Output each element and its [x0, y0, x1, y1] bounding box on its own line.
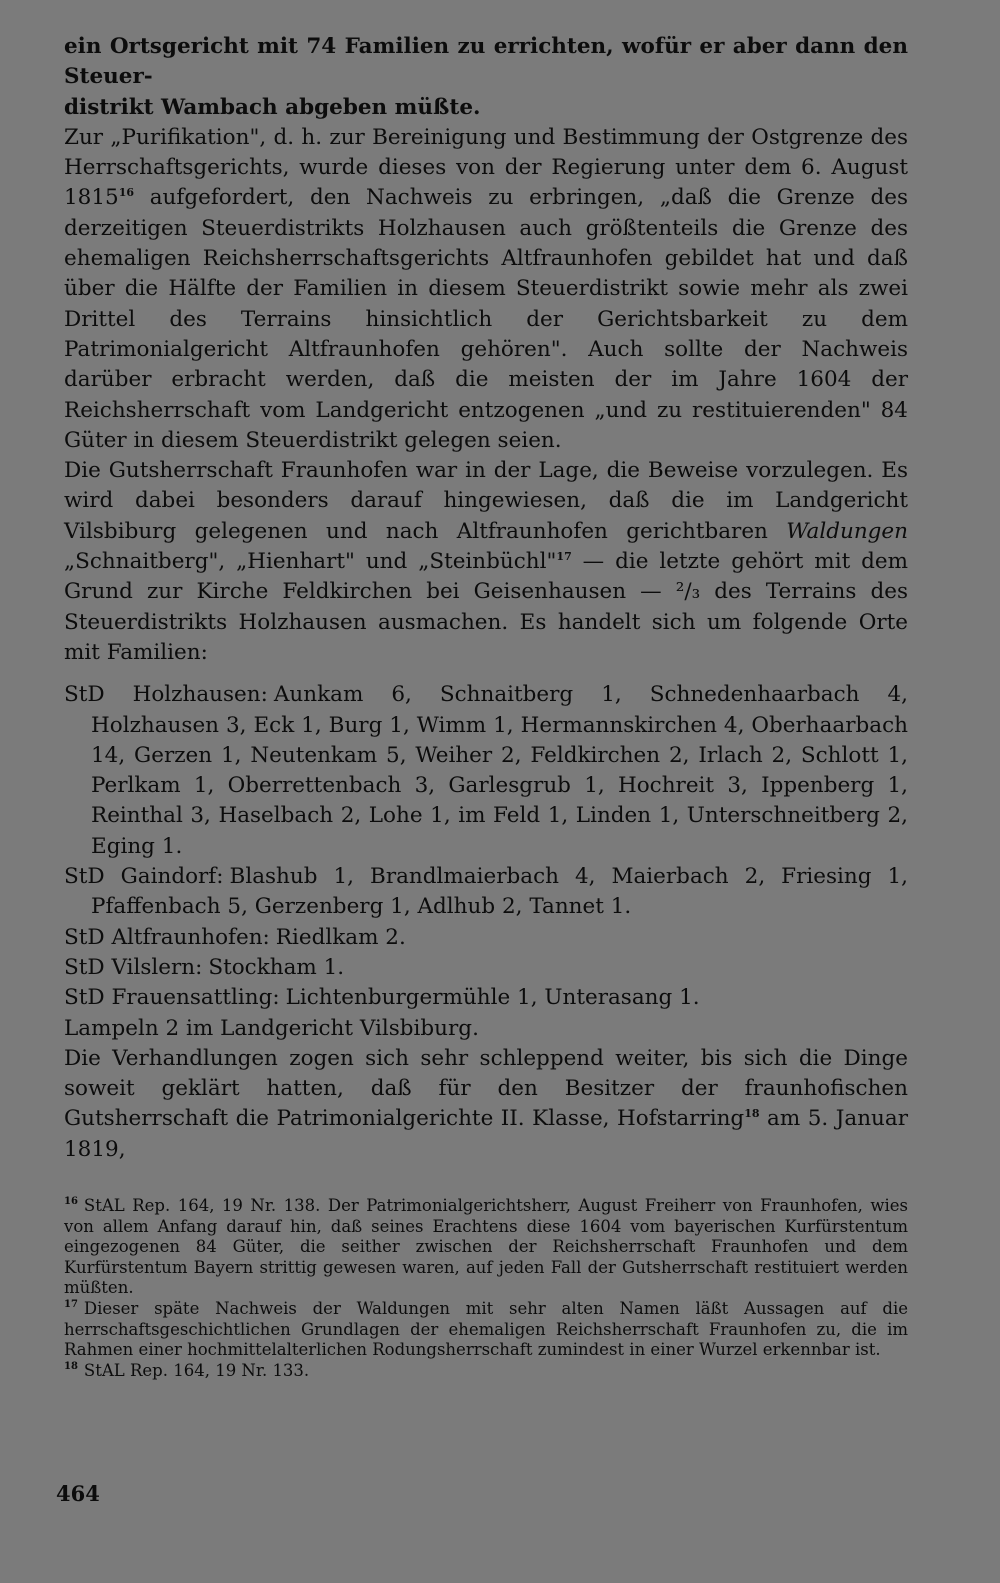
paragraph-text: Zur „Purifikation", d. h. zur Bereinigung und Bestimmung der Ostgrenze des Herrschaftsgerichts, wurde dieses von der Regierung unter dem 6. August 1815	[64, 124, 908, 211]
footnote	[64, 1299, 908, 1361]
place-text: Lampeln 2 im Landgericht Vilsbiburg.	[64, 1015, 479, 1041]
district-label: StD Vilslern:	[64, 954, 203, 980]
footnote-text: StAL Rep. 164, 19 Nr. 138. Der Patrimonialgerichtsherr, August Freiherr von Fraunhofen, wies von allem Anfang darauf hin, daß seines Erachtens diese 1604 vom bayerischen Kurfürstentum eingezogenen 84 Güter, die seither zwischen der Reichsherrschaft Fraunhofen und dem Kurfürstentum Bayern strittig gewesen waren, auf jeden Fall der Gutsherrschaft restituiert werden müßten.	[64, 1195, 908, 1298]
place-text: Aunkam 6, Schnaitberg 1, Schnedenhaarbach 4, Holzhausen 3, Eck 1, Burg 1, Wimm 1, Hermannskirchen 4, Oberhaarbach 14, Gerzen 1, Neutenkam 5, Weiher 2, Feldkirchen 2, Irlach 2, Schlott 1, Perlkam 1, Oberrettenbach 3, Garlesgrub 1, Hochreit 3, Ippenberg 1, Reinthal 3, Haselbach 2, Lohe 1, im Feld 1, Linden 1, Unterschneitberg 2, Eging 1.	[91, 682, 908, 859]
footnote-text: StAL Rep. 164, 19 Nr. 133.	[83, 1360, 310, 1380]
footnote	[64, 1196, 908, 1299]
place-entry	[64, 983, 908, 1013]
place-text: Riedlkam 2.	[275, 924, 406, 950]
place-text: Stockham 1.	[208, 954, 345, 980]
place-text: Blashub 1, Brandlmaierbach 4, Maierbach 2, Friesing 1, Pfaffenbach 5, Gerzenberg 1, Adlhub 2, Tannet 1.	[91, 864, 908, 920]
footnote-number: 18	[64, 1361, 78, 1373]
place-entry	[64, 1014, 908, 1044]
place-entry	[64, 923, 908, 953]
paragraph-text: — die letzte gehört mit dem Grund zur Kirche Feldkirchen bei Geisenhausen — ²/₃ des Terrains des Steuerdistrikts Holzhausen ausmachen. Es handelt sich um folgende Orte mit Familien:	[64, 549, 908, 665]
district-label: StD Frauensattling:	[64, 985, 280, 1011]
district-label: StD Altfraunhofen:	[64, 924, 270, 950]
page-number: 464	[56, 1481, 100, 1506]
place-entry	[64, 862, 908, 923]
district-label: StD Gaindorf:	[64, 864, 224, 890]
place-entry	[64, 953, 908, 983]
paragraph-purifikation	[64, 123, 908, 456]
footnote	[64, 1361, 908, 1382]
district-label: StD Holzhausen:	[64, 682, 268, 708]
place-entry	[64, 680, 908, 862]
footnote-number: 17	[64, 1299, 78, 1311]
paragraph-text: Die Gutsherrschaft Fraunhofen war in der Lage, die Beweise vorzulegen. Es wird dabei besonders darauf hingewiesen, daß die im Landgericht Vilsbiburg gelegenen und nach Altfraunhofen gerichtbaren	[64, 458, 908, 544]
paragraph-text: aufgefordert, den Nachweis zu erbringen, „daß die Grenze des derzeitigen Steuerdistrikts Holzhausen auch größtenteils die Grenze des ehemaligen Reichsherrschaftsgerichts Altfraunhofen gebildet hat und daß über die Hälfte der Familien in diesem Steuerdistrikt sowie mehr als zwei Drittel des Terrains hinsichtlich der Gerichtsbarkeit zu dem Patrimonialgericht Altfraunhofen gehören". Auch sollte der Nachweis darüber erbracht werden, daß die meisten der im Jahre 1604 der Reichsherrschaft vom Landgericht entzogenen „und zu restituierenden" 84 Güter in diesem Steuerdistrikt gelegen seien.	[64, 185, 908, 453]
emphasis-text: Waldungen	[786, 518, 908, 544]
paragraph-text: „Schnaitberg", „Hienhart" und „Steinbüchl"	[64, 549, 557, 575]
footnote-text: Dieser späte Nachweis der Waldungen mit sehr alten Namen läßt Aussagen auf die herrschaftsgeschichtlichen Grundlagen der ehemaligen Reichsherrschaft Fraunhofen zu, die im Rahmen einer hochmittelalterlichen Rodungsherrschaft zumindest in einer Wurzel erkennbar ist.	[64, 1298, 908, 1360]
paragraph-text: ein Ortsgericht mit 74 Familien zu errichten, wofür er aber dann den Steuer	[64, 34, 908, 90]
footnotes	[64, 1196, 908, 1381]
paragraph-verhandlungen	[64, 1044, 908, 1165]
paragraph-text: distrikt Wambach abgeben müßte.	[64, 94, 481, 120]
place-list	[64, 680, 908, 1044]
main-text	[64, 32, 908, 1165]
place-text: Lichtenburgermühle 1, Unterasang 1.	[285, 985, 700, 1011]
footnote-ref: 16	[118, 186, 135, 200]
footnote-ref: 18	[744, 1107, 760, 1121]
paragraph-continuation: ein Ortsgericht mit 74 Familien zu errichten, wofür er aber dann den Steuer- distrikt Wambach abgeben müßte.	[64, 34, 908, 120]
footnote-number: 16	[64, 1196, 78, 1208]
footnote-ref: 17	[556, 549, 572, 563]
paragraph-gutsherrschaft	[64, 456, 908, 668]
paragraph-text: am 5. Januar 1819,	[64, 1106, 908, 1162]
paragraph-text: Die Verhandlungen zogen sich sehr schleppend weiter, bis sich die Dinge soweit geklärt hatten, daß für den Besitzer der fraunhofischen Gutsherrschaft die Patrimonialgerichte II. Klasse, Hofstarring	[64, 1045, 908, 1132]
